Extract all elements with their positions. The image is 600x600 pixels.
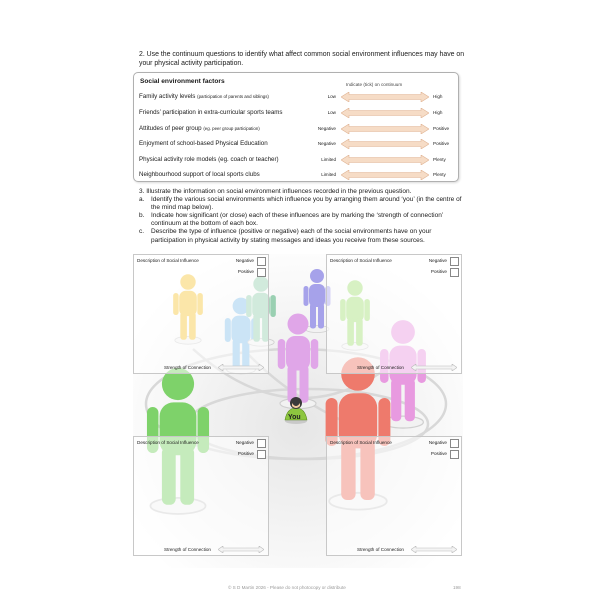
- strength-continuum-arrow[interactable]: [411, 364, 457, 371]
- continuum-arrow[interactable]: [341, 139, 429, 149]
- factor-name: Neighbourhood support of local sports clubs: [139, 171, 260, 178]
- positive-label: Positive: [237, 269, 254, 274]
- factors-title: Social environment factors: [140, 78, 225, 85]
- strength-label: Strength of Connection: [164, 365, 211, 370]
- positive-label: Positive: [430, 451, 447, 456]
- continuum-high-label: Plenty: [433, 157, 446, 162]
- factor-row: [134, 90, 460, 104]
- continuum-high-label: Positive: [433, 141, 450, 146]
- influence-box-bottom-right: [326, 436, 462, 556]
- social-environment-factors-box: [133, 72, 459, 182]
- continuum-low-label: Low: [327, 110, 336, 115]
- factor-label: [139, 109, 283, 116]
- question-3-item-b: [139, 212, 463, 228]
- strength-label: Strength of Connection: [357, 547, 404, 552]
- influence-box-top-left: [133, 254, 269, 374]
- strength-continuum-arrow[interactable]: [218, 546, 264, 553]
- question-3-item-c: [139, 228, 463, 244]
- continuum-arrow[interactable]: [341, 124, 429, 134]
- negative-checkbox[interactable]: [257, 257, 266, 266]
- continuum-high-label: Plenty: [433, 172, 446, 177]
- item-text: Identify the various social environments which influence you by arranging them around ‘you’ (in the centre of the mind map below).: [151, 196, 462, 212]
- negative-checkbox[interactable]: [450, 439, 459, 448]
- item-text: Describe the type of influence (positive or negative) each of the social environments have on your participation in physical activity by stating messages and ideas you receive from these sources.: [151, 228, 432, 244]
- continuum-low-label: Limited: [321, 157, 336, 162]
- copyright-note: © S D Martin 2026 - Please do not photocopy or distribute: [228, 585, 346, 590]
- mind-map: [133, 254, 463, 568]
- factor-name: Physical activity role models (eg. coach or teacher): [139, 156, 279, 163]
- negative-checkbox[interactable]: [257, 439, 266, 448]
- positive-checkbox[interactable]: [257, 450, 266, 459]
- continuum-low-label: Negative: [317, 126, 336, 131]
- question-3-intro: 3. Illustrate the information on social environment influences recorded in the previous question.: [139, 188, 412, 195]
- factor-row: [134, 137, 460, 151]
- factor-name: Attitudes of peer group: [139, 125, 202, 132]
- factor-label: [139, 93, 269, 100]
- positive-checkbox[interactable]: [450, 268, 459, 277]
- factor-note: (participation of parents and siblings): [197, 94, 269, 99]
- negative-label: Negative: [235, 440, 254, 445]
- factor-row: [134, 122, 460, 136]
- factor-row: [134, 168, 460, 182]
- continuum-high-label: Positive: [433, 126, 450, 131]
- strength-label: Strength of Connection: [164, 547, 211, 552]
- item-letter: b.: [139, 212, 145, 220]
- continuum-high-label: High: [433, 110, 443, 115]
- item-letter: c.: [139, 228, 145, 236]
- item-text: Indicate how significant (or close) each of these influences are by marking the ‘strength of connection’ continuum at the bottom of each box.: [151, 212, 444, 228]
- factor-name: Enjoyment of school-based Physical Education: [139, 140, 268, 147]
- question-3-item-a: [139, 196, 463, 212]
- you-label: You: [288, 414, 301, 421]
- factor-row: [134, 153, 460, 167]
- negative-label: Negative: [428, 440, 447, 445]
- factor-label: [139, 171, 260, 178]
- positive-checkbox[interactable]: [257, 268, 266, 277]
- negative-label: Negative: [428, 258, 447, 263]
- factor-note: (eg. peer group participation): [203, 126, 260, 131]
- negative-label: Negative: [235, 258, 254, 263]
- question-2-intro: 2. Use the continuum questions to identify what affect common social environment influences may have on your physical activity participation.: [139, 51, 465, 67]
- item-letter: a.: [139, 196, 145, 204]
- description-label: Description of Social Influence: [330, 258, 392, 263]
- influence-box-top-right: [326, 254, 462, 374]
- factor-row: [134, 106, 460, 120]
- positive-label: Positive: [430, 269, 447, 274]
- description-label: Description of Social Influence: [137, 440, 199, 445]
- factor-name: Family activity levels: [139, 93, 196, 100]
- factor-name: Friends’ participation in extra-curricular sports teams: [139, 109, 283, 116]
- strength-continuum-arrow[interactable]: [411, 546, 457, 553]
- factor-label: [139, 140, 268, 147]
- continuum-arrow[interactable]: [341, 92, 429, 102]
- continuum-arrow[interactable]: [341, 170, 429, 180]
- page-number: 198: [453, 585, 461, 590]
- factor-label: [139, 156, 279, 163]
- continuum-high-label: High: [433, 94, 443, 99]
- continuum-instruction: Indicate (tick) on continuum: [346, 82, 403, 87]
- continuum-arrow[interactable]: [341, 155, 429, 165]
- question-3: [139, 188, 463, 245]
- strength-label: Strength of Connection: [357, 365, 404, 370]
- description-label: Description of Social Influence: [330, 440, 392, 445]
- negative-checkbox[interactable]: [450, 257, 459, 266]
- factor-label: [139, 125, 260, 132]
- continuum-arrow[interactable]: [341, 108, 429, 118]
- influence-box-bottom-left: [133, 436, 269, 556]
- positive-label: Positive: [237, 451, 254, 456]
- continuum-low-label: Limited: [321, 172, 336, 177]
- positive-checkbox[interactable]: [450, 450, 459, 459]
- description-label: Description of Social Influence: [137, 258, 199, 263]
- continuum-low-label: Negative: [317, 141, 336, 146]
- continuum-low-label: Low: [327, 94, 336, 99]
- strength-continuum-arrow[interactable]: [218, 364, 264, 371]
